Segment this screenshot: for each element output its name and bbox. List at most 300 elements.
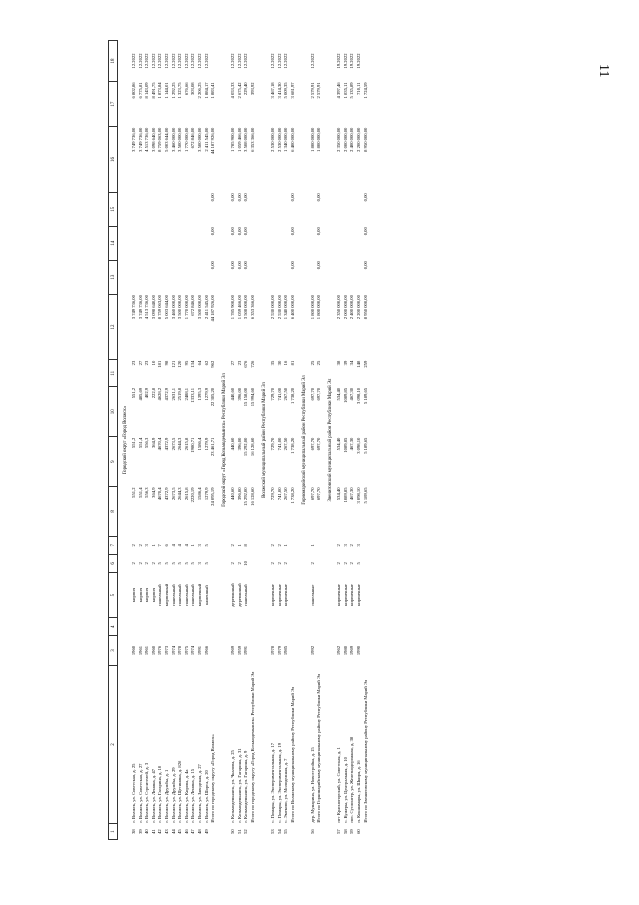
table-cell: 710,11 — [356, 82, 362, 95]
table-row — [230, 41, 237, 840]
table-cell: 2 411 545,00 — [203, 295, 209, 320]
table-cell: 16 — [283, 360, 289, 366]
table-cell — [356, 260, 363, 294]
table-cell — [197, 226, 204, 260]
table-cell: 1960 — [150, 645, 156, 656]
table-cell — [131, 260, 138, 294]
table-cell: 2673,5 — [170, 437, 176, 451]
table-cell: 12.2022 — [137, 53, 143, 69]
table-cell: 2 530 000,00 — [276, 295, 282, 320]
table-cell: 1960 — [131, 645, 136, 656]
table-cell: 551,2 — [131, 487, 136, 498]
table-cell: 551,4 — [137, 487, 143, 498]
table-row — [343, 41, 350, 840]
table-cell: 12.2022 — [243, 53, 249, 69]
table-cell: 0,00 — [243, 193, 249, 202]
table-cell: 0,00 — [362, 261, 368, 270]
table-cell: 3 — [144, 544, 150, 547]
table-cell: 0,00 — [243, 261, 249, 270]
table-cell: 267,50 — [283, 387, 289, 401]
table-cell: кирпичные — [276, 584, 282, 606]
table-cell: 1 800 000,00 — [316, 127, 322, 152]
table-cell — [250, 572, 257, 617]
table-cell: 2 206,25 — [196, 82, 202, 99]
column-number-header: 13 — [109, 260, 118, 294]
table-cell: 1961 — [144, 645, 150, 656]
table-cell — [151, 618, 158, 636]
table-row — [336, 41, 343, 840]
table-cell: 3 460 000,00 — [170, 295, 176, 320]
table-cell: 697,70 — [309, 487, 315, 501]
table-cell: 534,40 — [336, 487, 342, 501]
table-cell: 556,3 — [144, 487, 150, 498]
page-number: 11 — [596, 64, 611, 78]
table-cell: 4670,4 — [157, 437, 163, 451]
column-number-header: 18 — [109, 41, 118, 82]
table-cell — [250, 226, 257, 260]
table-cell — [316, 618, 323, 636]
table-cell — [138, 226, 145, 260]
table-cell: 3 500 000,00 — [177, 295, 183, 320]
table-cell — [171, 226, 178, 260]
table-cell: 4 513 736,00 — [144, 295, 150, 320]
table-cell — [277, 260, 284, 294]
table-cell: 222,8 — [150, 387, 156, 399]
table-cell: 551,2 — [131, 387, 136, 399]
table-cell: 3 098,10 — [356, 487, 362, 504]
table-cell: 16 128,60 — [250, 487, 256, 506]
table-cell — [343, 260, 350, 294]
table-cell: 1333,11 — [190, 387, 196, 403]
section-title: Городской округ «Город Волжск» — [123, 405, 129, 475]
table-cell — [151, 226, 158, 260]
table-cell: 440,60 — [230, 387, 236, 401]
table-cell — [210, 536, 217, 554]
table-cell: 364,9 — [150, 437, 156, 449]
table-cell: 12.2022 — [236, 53, 242, 69]
table-cell — [349, 260, 356, 294]
table-cell: 3 749 736,00 — [131, 295, 136, 320]
table-cell: 39 — [342, 360, 348, 366]
table-cell: панельный — [183, 584, 189, 606]
table-cell: 3 508 000,00 — [243, 127, 249, 152]
table-cell: деревянный — [236, 583, 242, 607]
table-cell: 1 883,41 — [210, 82, 216, 99]
table-cell — [290, 824, 297, 840]
table-cell — [144, 260, 151, 294]
table-cell: 6 — [163, 544, 169, 547]
table-cell: 24 095,19 — [210, 487, 216, 506]
table-cell: 1 340 000,00 — [283, 295, 289, 320]
table-cell — [277, 618, 284, 636]
table-cell: с. Помары, ул. Экспериментальная, д. 19 — [276, 743, 282, 823]
table-cell: 55 — [283, 829, 289, 834]
table-cell — [336, 192, 343, 226]
table-cell: 2 — [309, 562, 315, 565]
table-cell: Итого по городскому округу «Город Козьмодемьянск» Республики Марий Эл — [250, 671, 256, 823]
table-cell: 1969 — [349, 645, 355, 656]
column-number-header: 11 — [109, 360, 118, 387]
table-cell: 3 681,97 — [289, 82, 295, 99]
column-number-header: 14 — [109, 226, 118, 260]
table-cell: 697,70 — [309, 437, 315, 451]
column-number-header: 4 — [109, 618, 118, 636]
table-cell — [177, 618, 184, 636]
table-cell — [138, 260, 145, 294]
table-cell: 6 353 366,00 — [250, 295, 256, 320]
table-cell: 12.2022 — [177, 53, 183, 69]
table-row — [164, 41, 171, 840]
section-title-row — [122, 41, 131, 840]
table-cell: 303,08 — [190, 82, 196, 96]
table-cell: 741,00 — [276, 487, 282, 501]
table-cell: 23 — [131, 360, 136, 366]
table-cell: 1 292,25 — [170, 82, 176, 99]
table-cell — [190, 192, 197, 226]
table-cell: 402,9 — [144, 387, 150, 399]
table-cell — [250, 636, 257, 665]
table-cell — [270, 192, 277, 226]
table-cell: 6 400 000,00 — [289, 295, 295, 320]
table-cell: 40 — [144, 829, 150, 834]
table-cell: кирпичные — [356, 584, 362, 606]
table-cell: 58 — [342, 829, 348, 834]
table-cell: 2 — [276, 544, 282, 547]
table-cell: 2615,8 — [183, 487, 189, 501]
table-row — [283, 41, 290, 840]
table-cell: 48 — [196, 829, 202, 834]
table-cell: 52 — [243, 829, 249, 834]
table-cell — [336, 618, 343, 636]
table-cell — [363, 572, 370, 617]
table-cell: п. Кокшамары, ул. Шкиря, д. 16 — [356, 760, 362, 823]
table-cell: 12.2022 — [230, 53, 236, 69]
table-cell — [190, 618, 197, 636]
table-cell — [131, 192, 138, 226]
table-cell: 5 — [170, 562, 176, 565]
table-cell: 3 414,30 — [276, 82, 282, 99]
table-cell: 57 — [336, 829, 342, 834]
table-cell: 4 — [170, 544, 176, 547]
table-cell: 1 770 000,00 — [183, 127, 189, 152]
repair-program-table — [108, 40, 370, 840]
table-row — [184, 41, 191, 840]
table-cell: 1 835,11 — [342, 82, 348, 99]
table-cell — [210, 572, 217, 617]
table-cell — [290, 554, 297, 572]
table-cell — [250, 824, 257, 840]
table-cell: 697,70 — [309, 387, 315, 401]
table-cell: 121 — [170, 360, 176, 368]
table-cell: 1 059 466,00 — [236, 295, 242, 320]
table-cell: 1 770 000,00 — [183, 295, 189, 320]
table-cell: 15 158,00 — [243, 387, 249, 407]
table-cell: 1 — [309, 544, 315, 547]
table-cell: 1 059 466,00 — [236, 127, 242, 152]
table-cell: 15 292,00 — [243, 487, 249, 506]
table-cell — [250, 192, 257, 226]
table-cell: 2 — [283, 562, 289, 565]
table-cell: 2 — [230, 544, 236, 547]
table-cell — [363, 554, 370, 572]
table-cell: 15 292,00 — [243, 437, 249, 457]
table-cell — [283, 260, 290, 294]
table-cell — [204, 226, 211, 260]
column-number-header: 15 — [109, 192, 118, 226]
table-cell — [277, 226, 284, 260]
table-cell: 1 785 900,00 — [230, 295, 236, 320]
table-cell: 4372,9 — [163, 487, 169, 501]
table-cell — [157, 192, 164, 226]
table-cell — [283, 226, 290, 260]
table-cell — [177, 226, 184, 260]
table-cell: 56 — [309, 829, 315, 834]
table-cell: 2488,1 — [183, 387, 189, 401]
table-cell: 2 411 545,00 — [203, 127, 209, 152]
table-row — [310, 41, 317, 840]
table-cell: 1973 — [163, 645, 169, 656]
section-total-row — [316, 41, 323, 840]
table-cell: 0,00 — [236, 193, 242, 202]
table-cell — [177, 260, 184, 294]
table-cell: 12.2022 — [309, 53, 315, 69]
table-cell: 0,00 — [316, 261, 322, 270]
table-cell — [290, 572, 297, 617]
table-cell: 8 950 000,00 — [362, 295, 368, 320]
table-cell: кирпич — [150, 587, 156, 603]
table-cell — [157, 260, 164, 294]
table-cell: 1961 — [137, 645, 143, 656]
table-cell: 4 — [183, 544, 189, 547]
table-cell — [210, 636, 217, 665]
table-cell: 440,60 — [230, 487, 236, 501]
rotated-table-container — [108, 40, 556, 840]
table-cell: 396,00 — [236, 437, 242, 451]
table-cell — [164, 260, 171, 294]
table-cell: 19.2022 — [349, 53, 355, 69]
table-cell: 672 846,00 — [190, 127, 196, 149]
table-cell — [270, 618, 277, 636]
table-cell: 0,00 — [236, 261, 242, 270]
table-cell: 551,4 — [137, 437, 143, 449]
table-cell: 3 — [342, 544, 348, 547]
section-title: Волжский муниципальный район Республики Марий Эл — [262, 382, 267, 498]
column-number-header: 1 — [109, 824, 118, 840]
table-cell: 4 — [177, 544, 183, 547]
table-cell: Итого по Горномарийскому муниципальному району Республики Марий Эл — [316, 673, 322, 823]
table-cell: 1279,9 — [203, 437, 209, 451]
table-cell: 25 — [309, 360, 315, 366]
table-cell — [363, 41, 370, 82]
table-cell: 0,00 — [289, 261, 295, 270]
column-number-header: 7 — [109, 536, 118, 554]
table-cell — [171, 192, 178, 226]
table-cell: 1 785 900,00 — [230, 127, 236, 152]
table-cell: каменный — [203, 585, 209, 605]
table-cell: 4372,9 — [163, 437, 169, 451]
column-number-header: 12 — [109, 294, 118, 360]
table-cell: 3 098,10 — [356, 437, 362, 454]
table-cell: 5 189,65 — [362, 387, 368, 404]
table-cell: 672 846,00 — [190, 295, 196, 316]
table-cell: 1 — [236, 544, 242, 547]
table-cell — [349, 618, 356, 636]
table-cell: 2 — [230, 562, 236, 565]
table-cell: 741,00 — [276, 437, 282, 451]
table-cell: деревянный — [230, 583, 236, 607]
table-cell: панельные — [309, 584, 315, 606]
table-cell: 3 098,10 — [356, 387, 362, 404]
table-cell: панельный — [243, 584, 249, 606]
table-cell: 46 — [183, 829, 189, 834]
section-title-row — [301, 41, 310, 840]
table-cell: 3 500 000,00 — [177, 127, 183, 152]
table-cell — [250, 536, 257, 554]
table-cell: 8 491,75 — [150, 82, 156, 99]
table-cell: 729,70 — [269, 387, 275, 401]
table-cell: 38 — [336, 360, 342, 366]
table-row — [177, 41, 184, 840]
table-cell — [204, 192, 211, 226]
table-cell: 2615,8 — [183, 437, 189, 451]
table-row — [151, 41, 158, 840]
table-cell: 0,00 — [210, 261, 216, 270]
table-cell: 962 — [210, 360, 216, 368]
table-cell: 51 — [236, 829, 242, 834]
table-cell: 27 — [137, 360, 143, 366]
table-cell: кирпичные — [269, 584, 275, 606]
table-cell: г. Волжск, ул. Ленина, д. 15 — [190, 768, 196, 823]
table-cell: панельный — [157, 584, 163, 606]
table-cell: 551,2 — [131, 437, 136, 449]
table-cell: 3 — [356, 544, 362, 547]
table-cell — [131, 618, 138, 636]
table-cell: 23 — [144, 360, 150, 366]
column-number-header: 17 — [109, 81, 118, 126]
table-cell: 3 500 000,00 — [196, 295, 202, 320]
table-cell — [144, 226, 151, 260]
table-cell: 393,92 — [250, 82, 256, 96]
table-cell: 2 — [144, 562, 150, 565]
table-cell: 467,30 — [349, 387, 355, 401]
table-cell — [343, 192, 350, 226]
table-cell: пос. Суслонгер, ул. Железнодорожная, д. 38 — [349, 736, 355, 823]
table-cell: 10 — [243, 561, 249, 566]
table-cell — [316, 572, 323, 617]
column-number-header: 2 — [109, 665, 118, 823]
table-cell: 5 — [190, 562, 196, 565]
table-cell: кирпич — [137, 587, 143, 603]
table-cell: 2220,19 — [190, 487, 196, 503]
table-cell — [270, 260, 277, 294]
table-cell: 10 — [150, 360, 156, 366]
table-cell — [157, 226, 164, 260]
table-row — [138, 41, 145, 840]
table-cell: 3 098 640,00 — [150, 295, 156, 320]
table-cell: 2 — [336, 544, 342, 547]
table-row — [157, 41, 164, 840]
table-cell: 6 802,86 — [131, 82, 136, 99]
section-total-row — [363, 41, 370, 840]
table-row — [270, 41, 277, 840]
table-cell — [204, 618, 211, 636]
table-cell — [290, 41, 297, 82]
section-title: Горномарийский муниципальный район Республики Марий Эл — [301, 375, 307, 505]
column-number-header: 9 — [109, 437, 118, 487]
table-cell — [204, 260, 211, 294]
table-cell: Итого по Звениговскому муниципальному району Республики Марий Эл — [362, 679, 368, 823]
table-cell: 62 — [203, 360, 209, 366]
table-cell: г. Волжск, ул. Ленина, д. 47 — [150, 768, 156, 823]
table-cell: 4372,9 — [163, 387, 169, 401]
table-row — [131, 41, 138, 840]
table-cell: 1962 — [336, 645, 342, 656]
table-cell: 44 187 926,00 — [210, 127, 216, 155]
table-cell: 676,66 — [183, 82, 189, 96]
table-cell: 134 — [190, 360, 196, 368]
table-cell — [190, 226, 197, 260]
table-cell: 2519,8 — [177, 387, 183, 401]
table-cell — [250, 618, 257, 636]
table-cell: 2 — [269, 562, 275, 565]
table-cell: кирпичные — [342, 584, 348, 606]
table-cell — [356, 226, 363, 260]
table-cell: кирпичные — [336, 584, 342, 606]
table-cell: пгт Красногорский, ул. Советская, д. 1 — [336, 747, 342, 823]
table-cell: 12.2022 — [150, 53, 156, 69]
table-cell: г. Волжск, ул. Дружбы, д. 29 — [170, 767, 176, 823]
table-cell: 0,00 — [316, 193, 322, 202]
table-cell: 1 738,20 — [289, 387, 295, 404]
table-cell: 2 — [131, 562, 136, 565]
table-cell — [316, 824, 323, 840]
table-cell: 2 — [349, 544, 355, 547]
table-cell: 3 098 640,00 — [150, 127, 156, 152]
table-cell: 12.2022 — [203, 53, 209, 69]
table-cell: 5 — [356, 562, 362, 565]
table-cell: 1969 — [230, 645, 236, 656]
table-cell: 697,70 — [316, 487, 322, 501]
table-cell: 38 — [131, 829, 136, 834]
table-cell: 396,00 — [236, 387, 242, 401]
table-cell: 2 — [137, 562, 143, 565]
table-cell: 2 — [236, 562, 242, 565]
table-cell: 1980 — [342, 645, 348, 656]
table-cell: 396,00 — [236, 487, 242, 501]
table-cell: 1966 — [203, 645, 209, 656]
table-cell: 5 — [183, 562, 189, 565]
table-cell: 3 — [196, 544, 202, 547]
table-cell — [310, 260, 317, 294]
table-row — [237, 41, 244, 840]
table-cell: 5 135,89 — [349, 82, 355, 99]
table-cell: 6 353 366,00 — [250, 127, 256, 152]
table-cell: 2 — [150, 562, 156, 565]
section-total-row — [290, 41, 297, 840]
table-cell: 5 003 644,00 — [163, 295, 169, 320]
section-title: Городской округ «Город Козьмодемьянск» Республики Марий Эл — [222, 373, 228, 507]
table-cell — [250, 554, 257, 572]
table-cell: 4 513 736,00 — [144, 127, 150, 152]
table-cell: 267,50 — [283, 437, 289, 451]
column-number-header: 3 — [109, 636, 118, 665]
table-cell — [210, 824, 217, 840]
table-row — [197, 41, 204, 840]
table-cell — [283, 618, 290, 636]
table-cell — [151, 192, 158, 226]
section-title-row — [221, 41, 230, 840]
table-cell: кирпичный — [196, 583, 202, 607]
